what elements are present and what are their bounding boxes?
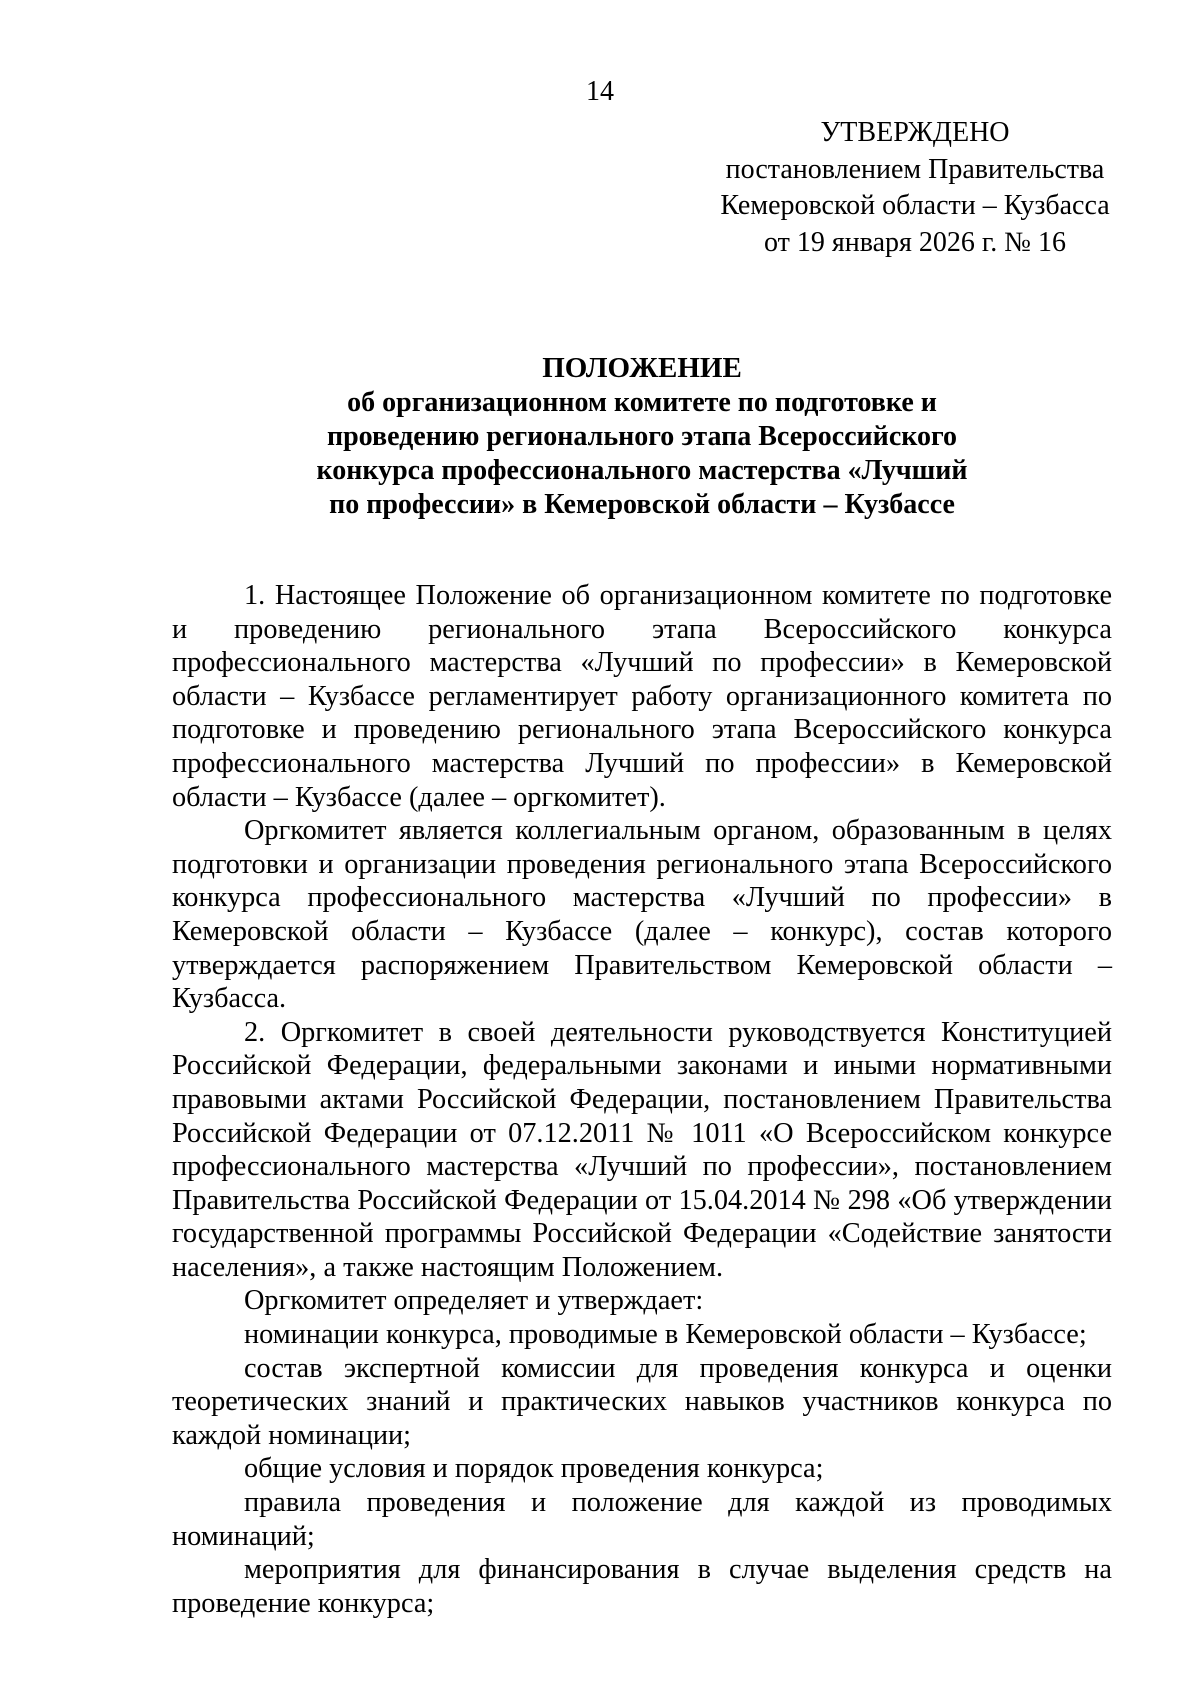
title-line-2: проведению регионального этапа Всероссийского: [326, 421, 958, 452]
paragraph-1: 1. Настоящее Положение об организационном комитете по подготовке и проведению регионального этапа Всероссийского конкурса профессионального мастерства «Лучший по профессии» в Кемеровской области – Кузбассе регламентирует работу организационного комитета по подготовке и проведению регионального этапа Всероссийского конкурса профессионального мастерства Лучший по профессии» в Кемеровской области – Кузбассе (далее – оргкомитет).: [172, 580, 1112, 813]
document-title: [172, 350, 1112, 522]
title-main: ПОЛОЖЕНИЕ: [542, 352, 742, 384]
document-body: [172, 579, 1112, 1620]
paragraph-8: правила проведения и положение для каждой из проводимых номинаций;: [172, 1487, 1112, 1552]
paragraph-7: общие условия и порядок проведения конкурса;: [244, 1453, 824, 1485]
page-number: 14: [586, 76, 614, 107]
title-line-3: конкурса профессионального мастерства «Лучший: [316, 455, 968, 486]
paragraph-2: Оргкомитет является коллегиальным органом, образованным в целях подготовки и организации проведения регионального этапа Всероссийского конкурса профессионального мастерства «Лучший по профессии» в Кемеровской области – Кузбассе (далее – конкурс), состав которого утверждается распоряжением Правительством Кемеровской области – Кузбасса.: [172, 815, 1112, 1015]
paragraph-4: Оргкомитет определяет и утверждает:: [244, 1285, 704, 1317]
paragraph-3: 2. Оргкомитет в своей деятельности руководствуется Конституцией Российской Федерации, федеральными законами и иными нормативными правовыми актами Российской Федерации, постановлением Правительства Российской Федерации от 07.12.2011 № 1011 «О Всероссийском конкурсе профессионального мастерства «Лучший по профессии», постановлением Правительства Российской Федерации от 15.04.2014 № 298 «Об утверждении государственной программы Российской Федерации «Содействие занятости населения», а также настоящим Положением.: [172, 1016, 1112, 1283]
paragraph-6: состав экспертной комиссии для проведения конкурса и оценки теоретических знаний и практических навыков участников конкурса по каждой номинации;: [172, 1352, 1112, 1451]
paragraph-5: номинации конкурса, проводимые в Кемеровской области – Кузбассе;: [244, 1319, 1087, 1351]
approval-line-3: от 19 января 2026 г. № 16: [764, 226, 1066, 258]
approval-stamp: [710, 115, 1120, 261]
approval-line-2: Кемеровской области – Кузбасса: [720, 190, 1110, 221]
paragraph-9: мероприятия для финансирования в случае выделения средств на проведение конкурса;: [172, 1554, 1112, 1619]
approval-status: УТВЕРЖДЕНО: [820, 117, 1010, 148]
title-line-1: об организационном комитете по подготовке и: [347, 387, 937, 418]
title-line-4: по профессии» в Кемеровской области – Кузбассе: [329, 489, 955, 520]
approval-line-1: постановлением Правительства: [725, 153, 1105, 185]
